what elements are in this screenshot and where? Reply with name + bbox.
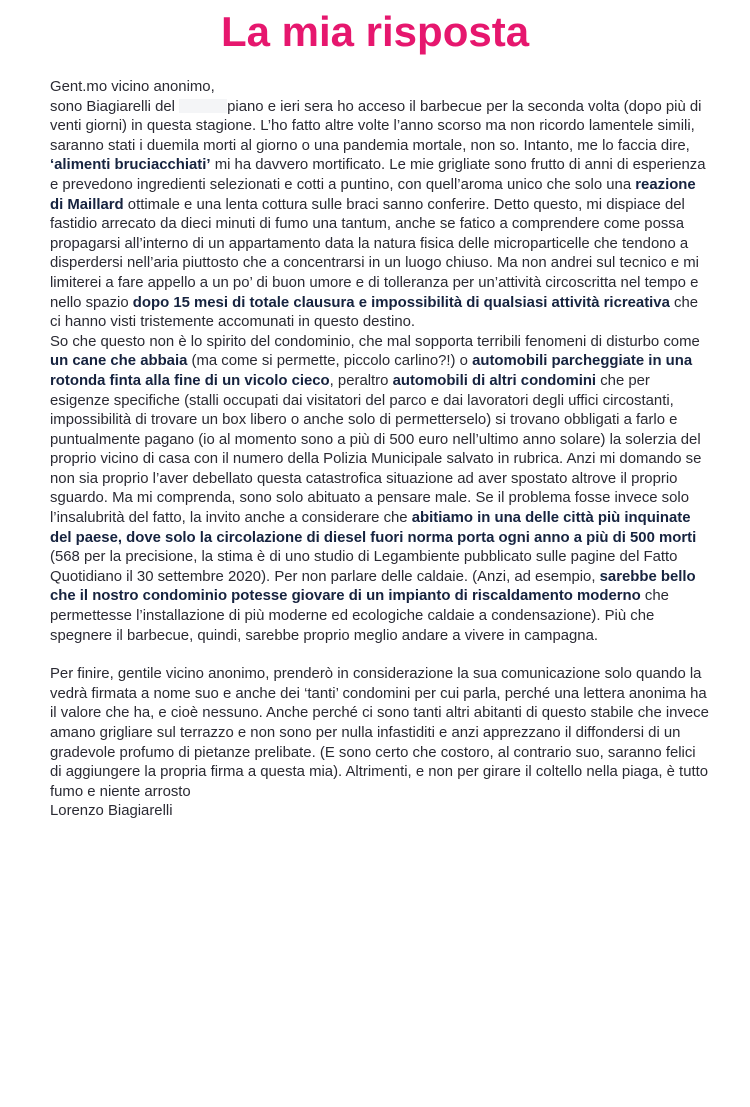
p1-bold-3: dopo 15 mesi di totale clausura e impossibilità di qualsiasi attività ricreativa	[132, 294, 670, 311]
letter-body	[50, 78, 710, 822]
p2-bold-3: automobili di altri condomini	[392, 372, 597, 389]
p2-text-4: che per esigenze specifiche (stalli occupati dai visitatori del parco e dai lavoratori degli uffici circostanti, impossibilità di trovare un box libero o anche solo di permetterselo) si trovano obbligati a farlo e puntualmente pagano (io al momento sono a più di 500 euro nell’ultimo anno solare) la solerzia del proprio vicino di casa con il numero della Polizia Municipale salvato in rubrica. Anzi mi domando se non sia proprio l’aver debellato questa catastrofica situazione ad aver spostato altrove il proprio sguardo. Ma mi comprenda, sono solo abituato a pensare male. Se il problema fosse invece solo l’insalubrità del fatto, la invito anche a considerare che	[50, 372, 702, 527]
p2-text-1: So che questo non è lo spirito del condominio, che mal sopporta terribili fenomeni di disturbo come	[50, 333, 700, 350]
p2-text-2: (ma come si permette, piccolo carlino?!) o	[191, 353, 468, 370]
page-title: La mia risposta	[220, 8, 530, 55]
p2-bold-2: automobili parcheggiate in una rotonda finta alla fine di un vicolo cieco	[50, 353, 693, 389]
p1-bold-2: reazione di Maillard	[50, 176, 696, 213]
paragraph-2	[50, 333, 710, 647]
p2-text-3: , peraltro	[329, 372, 389, 389]
p2-text-5: (568 per la precisione, la stima è di uno studio di Legambiente pubblicato sulle pagine del Fatto Quotidiano il 30 settembre 2020). Per non parlare delle caldaie. (Anzi, ad esempio,	[50, 549, 678, 585]
redacted-floor-number	[179, 99, 227, 113]
p1-text-2: piano e ieri sera ho acceso il barbecue per la seconda volta (dopo più di venti giorni) in questa stagione. L’ho fatto altre volte l’anno scorso ma non ricordo lamentele simili, saranno stati i duemila morti al giorno o una pandemia mortale, non so. Intanto, me lo faccia dire,	[50, 98, 702, 154]
paragraph-1	[50, 98, 710, 333]
p1-text-5: che ci hanno visti tristemente accomunati in questo destino.	[50, 294, 699, 331]
p2-text-6: che permettesse l’installazione di più moderne ed ecologiche caldaie a condensazione). Più che spegnere il barbecue, quindi, sarebbe proprio meglio andare a vivere in campagna.	[50, 588, 669, 644]
p1-text-4: ottimale e una lenta cottura sulle braci sanno conferire. Detto questo, mi dispiace del fastidio arrecato da dieci minuti di fumo una tantum, anche se fatico a comprendere come possa propagarsi all’interno di un appartamento data la natura fisica delle microparticelle che tendono a disperdersi nell’aria piuttosto che a concentrarsi in un luogo chiuso. Ma non andrei sul tecnico e mi limiterei a fare appello a un po’ di buon umore e di tolleranza per un’attività circoscritta nel tempo e nello spazio	[50, 196, 699, 311]
paragraph-3: Per finire, gentile vicino anonimo, prenderò in considerazione la sua comunicazione solo quando la vedrà firmata a nome suo e anche dei ‘tanti’ condomini per cui parla, perché una lettera anonima ha il valore che ha, e cioè nessuno. Anche perché ci sono tanti altri abitanti di questo stabile che invece amano grigliare sul terrazzo e non sono per nulla infastiditi e anzi apprezzano il diffondersi di un gradevole profumo di pietanze prelibate. (E sono certo che costoro, al contrario suo, saranno felici di aggiungere la propria firma a questa mia). Altrimenti, e non per girare il coltello nella piaga, è tutto fumo e niente arrosto	[50, 666, 709, 800]
p2-bold-5: sarebbe bello che il nostro condominio potesse giovare di un impianto di riscaldamento moderno	[50, 568, 696, 605]
p2-bold-1: un cane che abbaia	[50, 353, 188, 370]
p2-bold-4: abitiamo in una delle città più inquinate del paese, dove solo la circolazione di diesel fuori norma porta ogni anno a più di 500 morti	[50, 510, 697, 546]
p1-text-1: sono Biagiarelli del	[50, 98, 175, 115]
paragraph-gap	[50, 646, 710, 665]
p1-bold-1: ‘alimenti bruciacchiati’	[50, 157, 211, 174]
salutation: Gent.mo vicino anonimo,	[50, 79, 215, 95]
signature: Lorenzo Biagiarelli	[50, 803, 173, 820]
p1-text-3: mi ha davvero mortificato. Le mie grigliate sono frutto di anni di esperienza e prevedono ingredienti selezionati e cotti a puntino, con quell’aroma unico che solo una	[50, 157, 706, 193]
